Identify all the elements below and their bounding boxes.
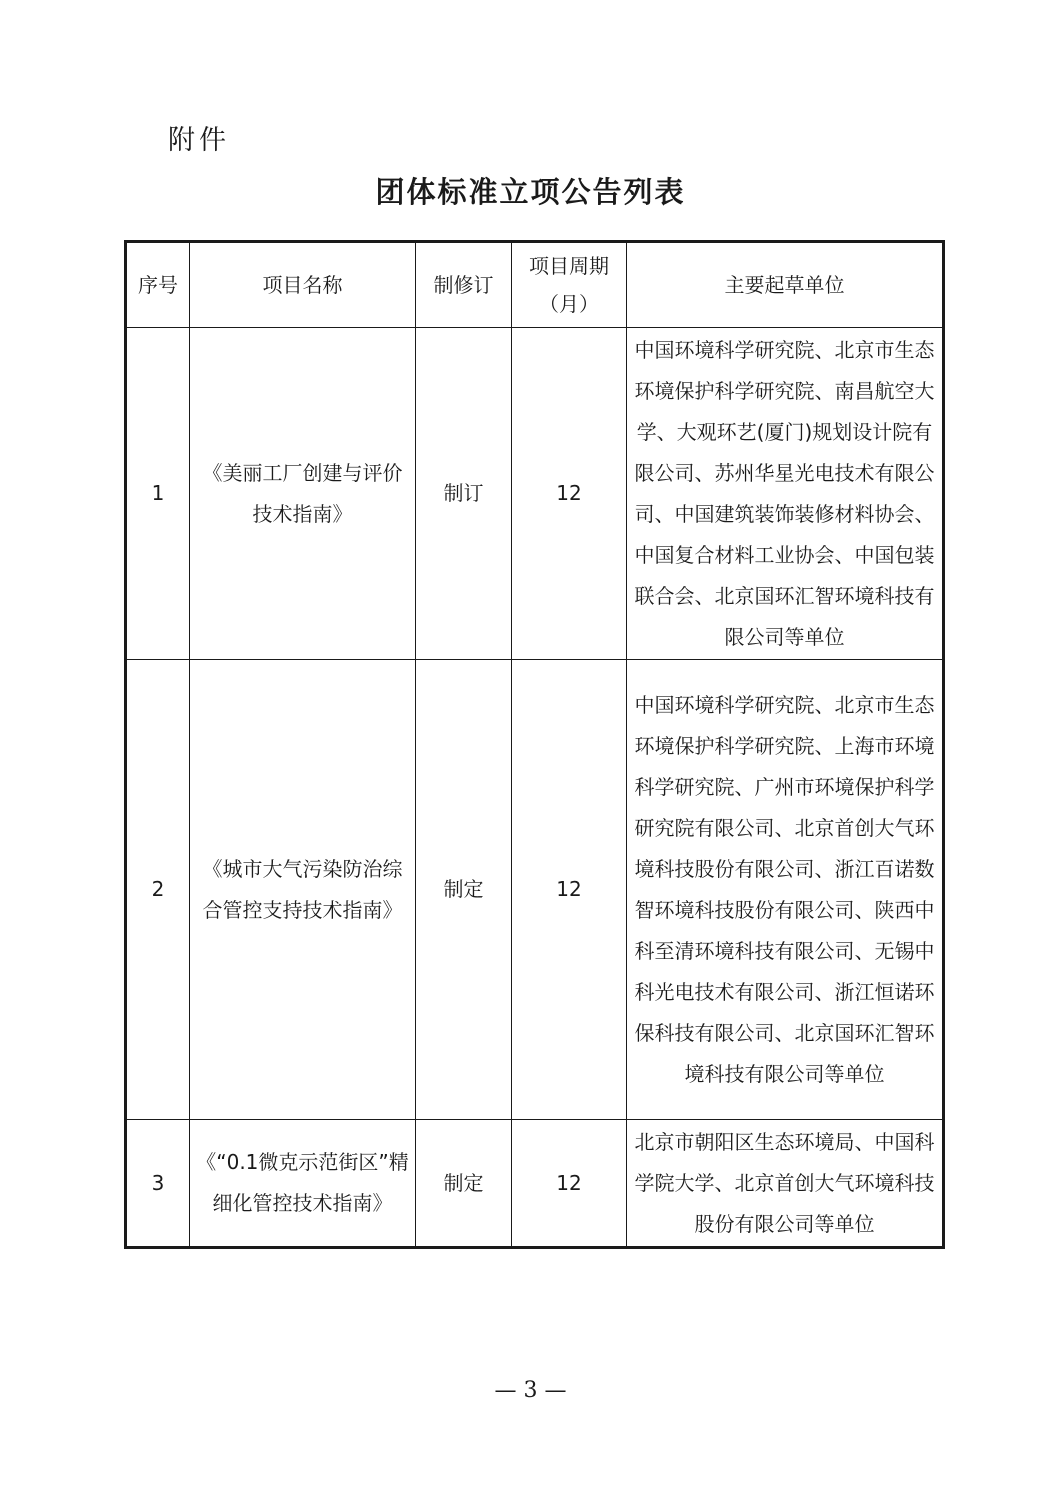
row-type: 制订: [416, 328, 512, 660]
row-period: 12: [512, 328, 627, 660]
header-units: 主要起草单位: [627, 242, 944, 328]
row-seq: 3: [126, 1120, 190, 1248]
row-period: 12: [512, 1120, 627, 1248]
row-period: 12: [512, 660, 627, 1120]
header-type: 制修订: [416, 242, 512, 328]
row-project-name: 《美丽工厂创建与评价技术指南》: [190, 328, 416, 660]
row-seq: 2: [126, 660, 190, 1120]
document-title: 团体标准立项公告列表: [375, 175, 686, 209]
annex-label: 附件: [168, 125, 230, 156]
row-project-name: 《“0.1微克示范街区”精细化管控技术指南》: [190, 1120, 416, 1248]
row-seq: 1: [126, 328, 190, 660]
row-type: 制定: [416, 1120, 512, 1248]
table-row: [126, 660, 944, 1120]
page-number: — 3 —: [494, 1378, 567, 1403]
header-seq: 序号: [126, 242, 190, 328]
table-row: [126, 328, 944, 660]
row-project-name: 《城市大气污染防治综合管控支持技术指南》: [190, 660, 416, 1120]
row-drafting-units: 中国环境科学研究院、北京市生态环境保护科学研究院、南昌航空大学、大观环艺(厦门)规划设计院有限公司、苏州华星光电技术有限公司、中国建筑装饰装修材料协会、中国复合材料工业协会、中国包装联合会、北京国环汇智环境科技有限公司等单位: [627, 328, 944, 660]
header-period-line1: 项目周期: [529, 254, 609, 278]
header-period-line2: （月）: [539, 292, 599, 316]
row-drafting-units: 北京市朝阳区生态环境局、中国科学院大学、北京首创大气环境科技股份有限公司等单位: [627, 1120, 944, 1248]
table-row: [126, 1120, 944, 1248]
header-name: 项目名称: [190, 242, 416, 328]
table-header-row: [126, 242, 944, 328]
header-period: [512, 242, 627, 328]
standards-table: [124, 240, 945, 1249]
row-drafting-units: 中国环境科学研究院、北京市生态环境保护科学研究院、上海市环境科学研究院、广州市环境保护科学研究院有限公司、北京首创大气环境科技股份有限公司、浙江百诺数智环境科技股份有限公司、陕西中科至清环境科技有限公司、无锡中科光电技术有限公司、浙江恒诺环保科技有限公司、北京国环汇智环境科技有限公司等单位: [627, 660, 944, 1120]
row-type: 制定: [416, 660, 512, 1120]
